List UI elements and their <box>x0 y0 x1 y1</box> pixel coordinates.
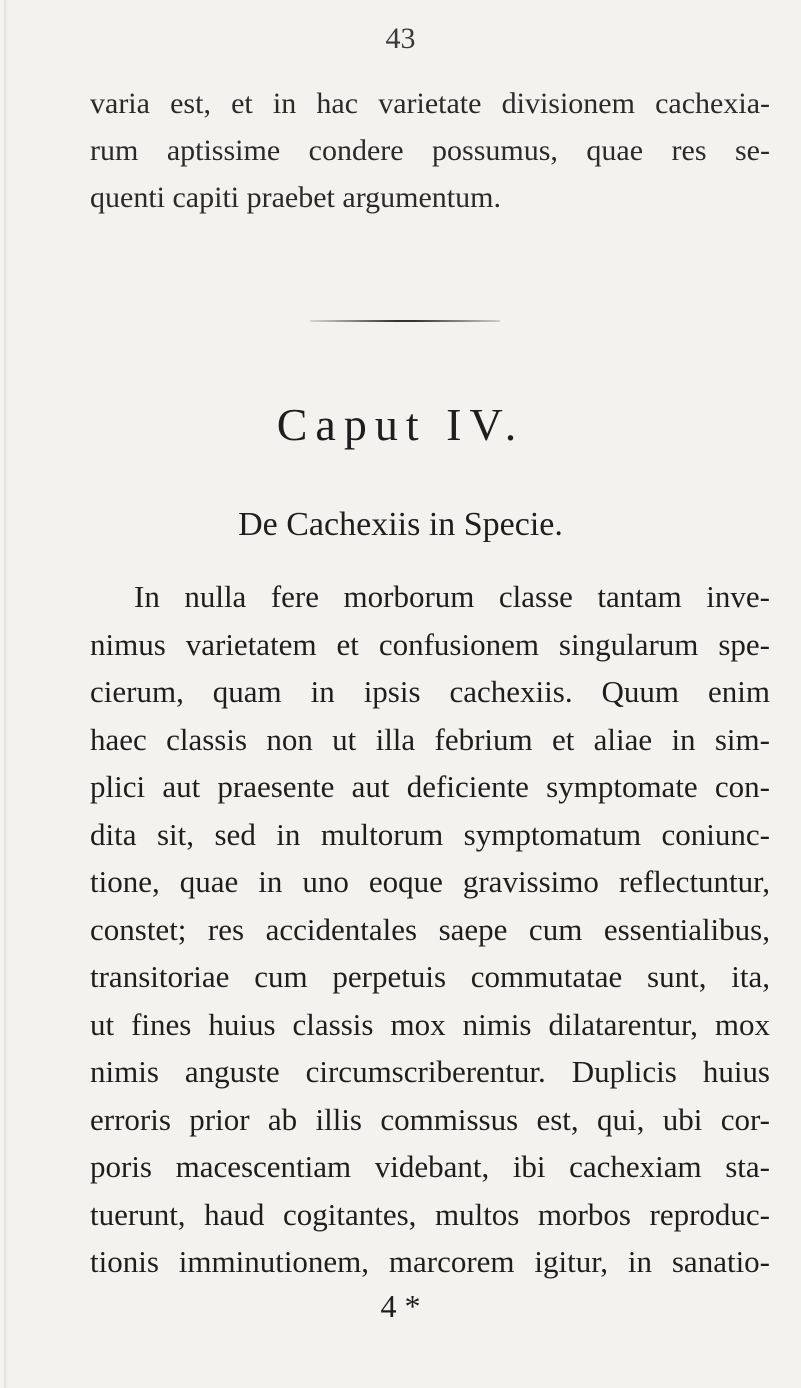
text-line: poris macescentiam videbant, ibi cachexiam sta- <box>90 1149 770 1184</box>
text-line: nimus varietatem et confusionem singularum spe- <box>90 626 770 662</box>
text-line: tione, quae in uno eoque gravissimo reflectuntur, <box>90 864 770 899</box>
text-line: transitoriae cum perpetuis commutatae sunt, ita, <box>90 959 770 994</box>
text-line: tuerunt, haud cogitantes, multos morbos reproduc- <box>90 1196 770 1232</box>
text-line: cierum, quam in ipsis cachexiis. Quum enim <box>90 674 770 709</box>
text-line: varia est, et in hac varietate divisionem cachexia- <box>90 87 770 120</box>
text-line: erroris prior ab illis commissus est, qui, ubi cor- <box>90 1101 770 1137</box>
text-line: dita sit, sed in multorum symptomatum coniunc- <box>90 816 770 852</box>
text-line: ut fines huius classis mox nimis dilatarentur, mox <box>90 1006 770 1042</box>
page-gutter-shadow <box>4 0 8 1388</box>
chapter-heading: Caput IV. <box>276 399 525 450</box>
page-number: 43 <box>385 22 416 55</box>
text-line: constet; res accidentales saepe cum essentialibus, <box>90 911 770 947</box>
section-divider <box>310 320 500 322</box>
text-line: In nulla fere morborum classe tantam inve- <box>134 579 770 614</box>
chapter-subtitle: De Cachexiis in Specie. <box>238 506 563 543</box>
text-line: haec classis non ut illa febrium et aliae in sim- <box>90 721 770 757</box>
body-paragraph <box>90 573 770 1286</box>
text-line: rum aptissime condere possumus, quae res se- <box>90 134 770 167</box>
intro-paragraph <box>90 80 770 221</box>
text-line: quenti capiti praebet argumentum. <box>90 181 501 214</box>
text-line: plici aut praesente aut deficiente symptomate con- <box>90 769 770 804</box>
text-line: tionis imminutionem, marcorem igitur, in sanatio- <box>90 1244 770 1279</box>
signature-mark: 4 * <box>380 1288 421 1324</box>
text-line: nimis anguste circumscriberentur. Duplicis huius <box>90 1054 770 1089</box>
